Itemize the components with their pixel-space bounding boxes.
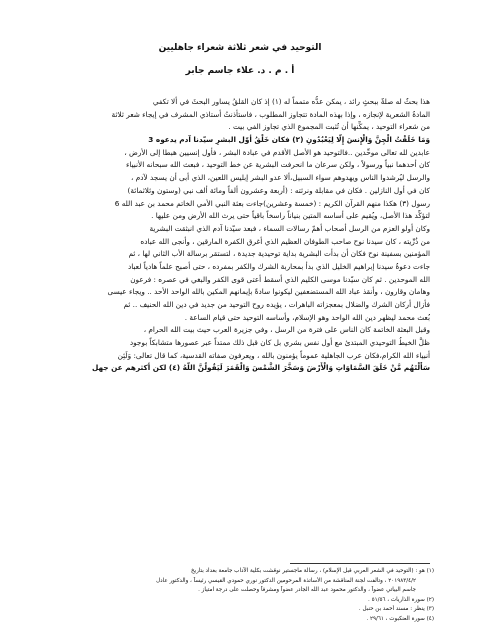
- body-line: سَأَلْتَهُم مَّنْ خَلَقَ السَّمَاوَاتِ وَالْأَرْضَ وَسَخَّرَ الشَّمْسَ وَالْقَمَرَ لَيَقُولُنَّ اللَّهُ (٤) لكن أكثرهم عن جهل: [91, 363, 430, 373]
- body-line: وقبل البعثة الخاتمة كان الناس على فترة من الرسل ، وفي جزيرة العرب حيث بيت الله الحرام ،: [143, 325, 430, 335]
- article-title: التوحيد في شعر ثلاثة شعراء جاهليين: [158, 43, 322, 53]
- footnote-line: (١) هو : (التوحيد في الشعر العربي قبل الإسلام) ، رسالة ماجستير نوقشت بكلية الآداب جامعة بغداد بتاريخ: [190, 568, 434, 574]
- body-line: كان في أول النازلين . فكان في مقابلة ونرثته : (أربعة وعشرون ألفاً ومائة ألف نبي (وستون وثلاثمائة): [127, 185, 430, 195]
- body-line: رسول (٣) هكذا منهم القرآن الكريم : (خمسة وعشرين)جاءت بعثة النبي الأمي الخاتم محمد بن عبد الله 6: [114, 198, 430, 208]
- footnote-line: ٢٠١٩٨٣/٤/٢ ، وتألفت لجنة المناقشة من الأساتذة المرحومين الدكتور نوري حمودي القيسي رئيساً ، والدكتور عادل: [156, 577, 416, 584]
- author-line: أ . م . د. علاء جاسم جابر: [185, 66, 295, 76]
- footnotes: [42, 567, 434, 625]
- body-line: ظلَّ الخيطُ التوحيدي المبتدئ مع أول نفس بشري بل كان قبل ذلك ممتداً عبر عصورها متشابكاً بوجود: [129, 338, 430, 348]
- body-line: فأزال أركان الشرك والضلال بمعجزاته الباهرات ، يؤيده روح التوحيد من جديد في دين الله الحنيف .. ثم: [123, 300, 430, 309]
- body-line: أنبياء الله الكرام،فكان عرب الجاهلية عموماً يؤمنون بالله ، ويعرفون صفاته القدسية، كما قال تعالى: وَلَئِن: [117, 350, 430, 360]
- body-line: المؤمنين بسفينة نوح فكان أن بدأت البشرية بداية توحيدية جديدة ، لتستقر برسالة الأب الثاني لها ، ثم: [128, 249, 430, 259]
- footnote-line: جاسم البياتي عضواً ، والدكتور محمود عبد الله الجادر عضواً ومشرفاً وحصلت على درجة امتياز .: [198, 587, 416, 594]
- footnote-separator: [290, 563, 430, 564]
- body-line: من شعراء التوحيد ، يمكِّنها أن تُثبت المجموع الذي تجاوز الفي بيت .: [228, 122, 430, 132]
- body-line: وهامان وقارون ، وأنقذ عباد الله المستضعفين ليكونوا سادةً بإيمانهم المكين بالله الواحد الأحد .. ويجاء عيسى: [107, 287, 430, 297]
- footnote-line: (٣) ينظر : مسند أحمد بن حنبل .: [358, 606, 434, 613]
- footnote-line: (٢) سورة الذاريات ، ٥١/٥٦ .: [368, 596, 434, 603]
- body-line: جاءت دعوةُ سيدنا إبراهيم الخليل الذي بدأ بمحاربة الشرك والكفر بمفرده ، حتى أصبح علماً هادياً لعباد: [127, 261, 430, 271]
- body-line: والرسل ليُرشدوا الناس ويهدوهم سواء السبيل،ألا عدو البشر إبليس اللعين، الذي أبى أن يسجد لآدم ،: [131, 173, 430, 183]
- body-line: وَمَا خَلَقْتُ الْجِنَّ وَالْإِنسَ إِلَّا لِيَعْبُدُونِ (٢) فكان خَلْقُ أوّل البشرِ سيّدنا آدم يدعوه 3: [148, 135, 430, 145]
- body-text: [42, 96, 430, 375]
- body-line: الله الموحدين . ثم كان سيّدنا موسى الكليم الذي أسقط أعتى قوى الكفر والبغي في عصره : فرعون: [130, 274, 430, 284]
- body-line: هذا بحثٌ له صلةٌ ببحثٍ رائد ، يمكن عدُّه متمماً له (١) إذ كان القلقُ يساور البحثَ في ألا تكفي: [152, 97, 430, 106]
- body-line: بُعث محمد ليظهر دين الله الواحد وهو الإسلام، وأساسه التوحيد حتى قيام الساعة .: [184, 312, 430, 322]
- body-line: من ذُرِّيته ، كان سيدنا نوح صاحب الطوفان العظيم الذي أغرق الكفرة المارقين ، وأنجى الله عباده: [140, 236, 430, 246]
- body-line: عابدين لله تعالى موحِّدين ..فالتوحيد هو الأصل الأقدم في عبادة البشر ، فأول إنسيين هبطا إلى الأرض ،: [124, 147, 430, 157]
- body-line: لتؤكِّد هذا الأصل، ويُقيم على أساسه المتين بنياناً راسخاً باقياً حتى يرث الله الأرض ومن عليها .: [151, 211, 430, 221]
- body-line: المادةُ الشعرية لإنجازه ، وإذا بهذه المادة تتجاوز المطلوب ، فاستأذنتُ أستاذي المشرف في إيجاء شعر ثلاثة: [111, 109, 430, 119]
- footnote-line: (٤) سورة العنكبوت ، ٢٩/٦١ .: [366, 615, 434, 622]
- body-line: كان أحدهما نبياً ورسولاً ، ولكن سرعان ما انحرفت البشرية عن خط التوحيد ، فبعث الله سبحانه الأنبياء: [125, 160, 430, 170]
- body-line: وكان أولو العزم من الرسل أصحاب أهمّ رسالات السماء ، فبعد سيّدنا آدم الذي انبثقت البشرية: [149, 223, 430, 233]
